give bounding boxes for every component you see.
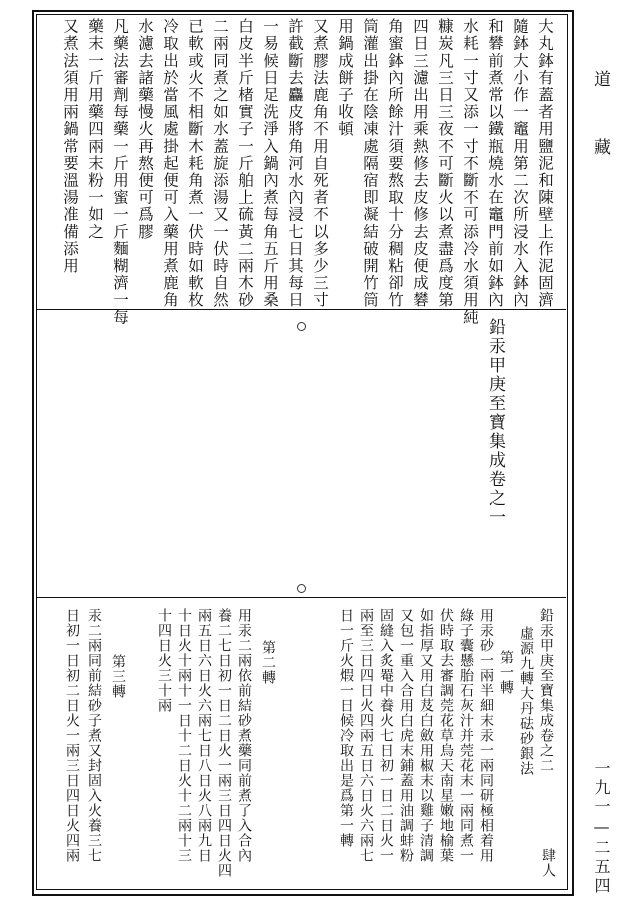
text-column: 一易候日足洗淨入鍋內煮每角五斤用桑 [261, 18, 279, 309]
volume-end-title: 鉛汞甲庚至寶集成卷之一 [485, 318, 505, 527]
text-column: 養二七日初一日二日火一兩三日四日火四 [216, 608, 232, 878]
text-column: 水濾去諸藥慢火再熬便可爲膠 [136, 18, 154, 241]
text-column: 白皮半斤楮實子一斤舶上硫黃二兩木砂 [236, 18, 254, 309]
text-column: 十四日火三十兩 [156, 608, 172, 713]
text-column: 又煮膠法鹿角不用自死者不以多少三寸 [311, 18, 329, 309]
text-column: 兩至三日四日火四兩五日六日火六兩七 [358, 608, 374, 863]
chapter-heading: 第一轉 [498, 650, 514, 695]
section-title: 虛源九轉大丹砝砂銀法 [518, 626, 534, 776]
text-column: 角蜜鉢內所餘汁須要熬取十分稠粘卻竹 [386, 18, 404, 309]
text-column: 用汞二兩依前結砂煮藥同前煮了入合內 [236, 608, 252, 863]
binding-hole-mark [297, 584, 306, 593]
divider-lower [36, 597, 566, 598]
text-column: 隨鉢大小作一竈用第二次所浸水入鉢內 [511, 18, 529, 309]
page-number: 一九一—二五四 [592, 760, 611, 896]
text-column: 和礬前煮常以鐵瓶燒水在竈門前如鉢內 [486, 18, 504, 309]
text-column: 兩五日六日火六兩七日八日火八兩九日 [196, 608, 212, 863]
text-column: 四日三濾出用乘熱修去皮修去皮便成礬 [411, 18, 429, 309]
text-column: 如指厚又用白芨白斂用椒末以雞子清調 [418, 608, 434, 863]
text-column: 固縫入炙罨中養火七日初一日二日火一 [378, 608, 394, 863]
text-column: 又包一重入合用白虎末鋪蓋用油調蚌粉 [398, 608, 414, 863]
side-label-zang: 藏 [590, 138, 610, 163]
text-column: 汞二兩同前結砂子煮又封固入火養三七 [86, 608, 102, 863]
text-column: 已軟或火不相斷木耗角煮一伏時如軟枚 [186, 18, 204, 309]
chapter-heading: 第三轉 [110, 654, 126, 699]
text-column: 日初一日初二日火一兩三日四日火四兩 [64, 608, 80, 863]
chapter-heading: 第二轉 [260, 640, 276, 685]
title-mark: 肆人 [540, 848, 556, 878]
text-column: 二兩同煮之如水蓋旋添湯又一伏時自然 [211, 18, 229, 309]
text-column: 又煮法須用兩鍋常要溫湯准備添用 [61, 18, 79, 275]
text-column: 藥末一斤用藥四兩末粉一如之 [86, 18, 104, 241]
volume-title: 鉛汞甲庚至寶集成卷之二 [538, 608, 554, 773]
text-column: 筒灌出掛在陰凍處隔宿即凝結破開竹筒 [361, 18, 379, 309]
text-column: 綠子囊懸胎石灰汁并莞花末一兩同煮一 [458, 608, 474, 863]
text-column: 用鍋成餅子收頓 [336, 18, 354, 138]
text-column: 冷取出於當風處掛起便可入藥用煮鹿角 [161, 18, 179, 309]
text-column: 伏時取去審調莞花草烏天南星嫩地榆葉 [438, 608, 454, 863]
text-column: 日一斤火煆一日候冷取出是爲第一轉 [338, 608, 354, 848]
text-column: 水耗一寸又添一寸不斷不可添冷水須用純 [461, 18, 479, 326]
binding-hole-mark [297, 322, 306, 331]
text-column: 凡藥法審劑每藥一斤用蜜一斤麵糊濟一每 [111, 18, 129, 326]
side-label-dao: 道 [590, 70, 610, 95]
text-column: 十日火十兩十一日十二日火十二兩十三 [176, 608, 192, 863]
text-column: 許截斷去麤皮將角河水內浸七日其每日 [286, 18, 304, 309]
text-column: 糠炭凡三日三夜不可斷火以煮盡爲度第 [436, 18, 454, 309]
text-column: 大丸鉢有蓋者用鹽泥和陳壁上作泥固濟 [536, 18, 554, 309]
text-column: 用汞砂一兩半細末汞一兩同研極相着用 [478, 608, 494, 863]
